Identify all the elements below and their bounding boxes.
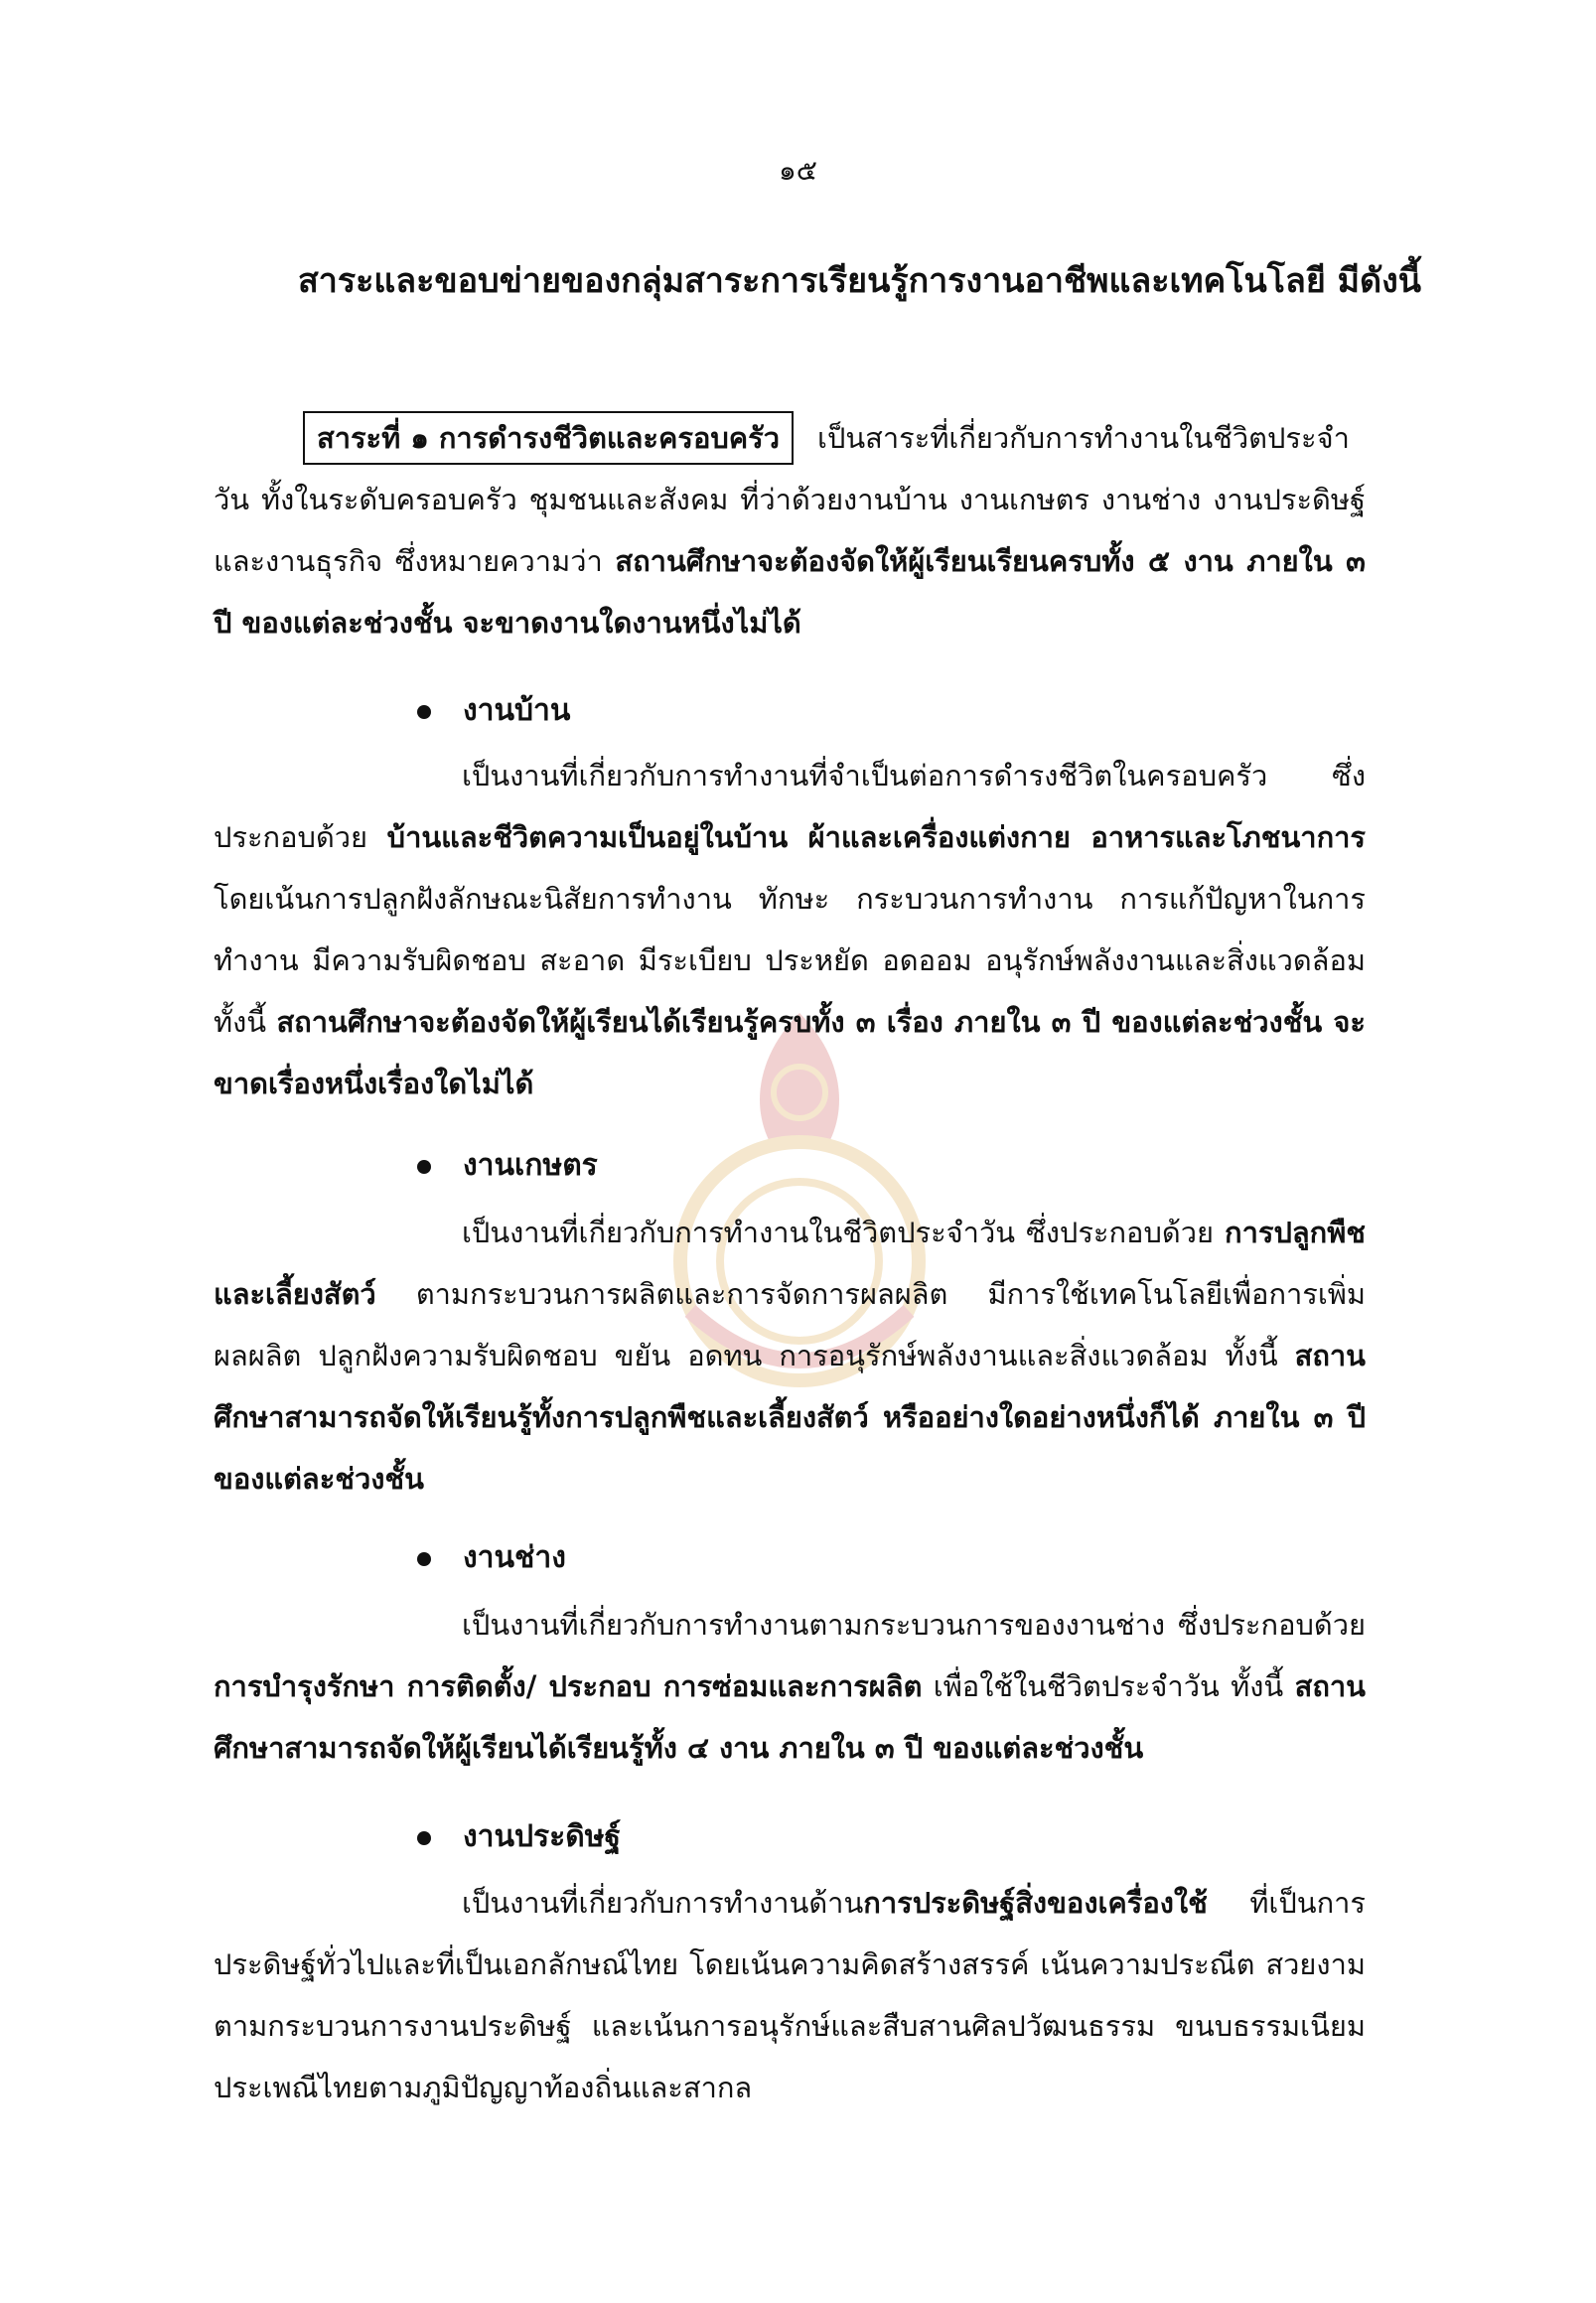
bullet-icon — [417, 1831, 431, 1845]
invent-text-1: เป็นงานที่เกี่ยวกับการทำงานด้าน — [462, 1886, 864, 1920]
bullet-icon — [417, 1552, 431, 1566]
invent-heading — [417, 1813, 621, 1860]
craft-paragraph — [214, 1594, 1366, 1779]
page-number: ๑๕ — [779, 154, 817, 187]
home-heading — [417, 687, 570, 734]
agri-paragraph — [214, 1202, 1366, 1510]
invent-bold-1: การประดิษฐ์สิ่งของเครื่องใช้ — [863, 1886, 1208, 1920]
agri-text-2: ตามกระบวนการผลิตและการจัดการผลผลิต มีการใช้เทคโนโลยีเพื่อการเพิ่มผลผลิต ปลูกฝังความรับผิดชอบ ขยัน อดทน การอนุรักษ์พลังงานและสิ่งแวดล้อม ทั้งนี้ — [214, 1277, 1367, 1372]
strand1-boxed-heading: สาระที่ ๑ การดำรงชีวิตและครอบครัว — [303, 411, 794, 465]
home-heading-label: งานบ้าน — [463, 693, 571, 728]
agri-heading — [417, 1142, 598, 1189]
agri-bold-2: สถานศึกษาสามารถจัดให้เรียนรู้ทั้งการปลูกพืชและเลี้ยงสัตว์ หรืออย่างใดอย่างหนึ่งก็ได้ ภายใน ๓ ปี ของแต่ละช่วงชั้น — [214, 1339, 1366, 1496]
invent-paragraph — [214, 1872, 1366, 2118]
home-bold-1: บ้านและชีวิตความเป็นอยู่ในบ้าน ผ้าและเครื่องแต่งกาย อาหารและโภชนาการ — [386, 820, 1366, 854]
craft-heading-label: งานช่าง — [463, 1540, 566, 1575]
strand1-bold: สถานศึกษาจะต้องจัดให้ผู้เรียนเรียนครบทั้ง ๕ งาน ภายใน ๓ ปี ของแต่ละช่วงชั้น จะขาดงานใดงานหนึ่งไม่ได้ — [214, 544, 1366, 640]
invent-heading-label: งานประดิษฐ์ — [463, 1819, 622, 1854]
strand1-paragraph — [214, 407, 1366, 653]
home-bold-2: สถานศึกษาจะต้องจัดให้ผู้เรียนได้เรียนรู้ครบทั้ง ๓ เรื่อง ภายใน ๓ ปี ของแต่ละช่วงชั้น จะขาดเรื่องหนึ่งเรื่องใดไม่ได้ — [214, 1005, 1367, 1100]
craft-bold-1: การบำรุงรักษา การติดตั้ง/ ประกอบ การซ่อมและการผลิต — [214, 1669, 923, 1703]
page-title: สาระและขอบข่ายของกลุ่มสาระการเรียนรู้การงานอาชีพและเทคโนโลยี มีดังนี้ — [298, 261, 1421, 301]
craft-heading — [417, 1534, 566, 1581]
agri-bold-1: การปลูกพืชและเลี้ยงสัตว์ — [214, 1216, 1366, 1311]
agri-heading-label: งานเกษตร — [463, 1148, 598, 1183]
craft-text-1: เป็นงานที่เกี่ยวกับการทำงานตามกระบวนการของงานช่าง ซึ่งประกอบด้วย — [462, 1608, 1366, 1642]
home-text-1: เป็นงานที่เกี่ยวกับการทำงานที่จำเป็นต่อการดำรงชีวิตในครอบครัว ซึ่งประกอบด้วย — [214, 759, 1366, 854]
home-paragraph — [214, 745, 1366, 1114]
home-text-2: โดยเน้นการปลูกฝังลักษณะนิสัยการทำงาน ทักษะ กระบวนการทำงาน การแก้ปัญหาในการทำงาน มีความรับผิดชอบ สะอาด มีระเบียบ ประหยัด อดออม อนุรักษ์พลังงานและสิ่งแวดล้อม ทั้งนี้ — [214, 882, 1366, 1039]
craft-text-2: เพื่อใช้ในชีวิตประจำวัน ทั้งนี้ — [933, 1669, 1284, 1703]
bullet-icon — [417, 705, 431, 719]
bullet-icon — [417, 1160, 431, 1174]
craft-bold-2: สถานศึกษาสามารถจัดให้ผู้เรียนได้เรียนรู้ทั้ง ๔ งาน ภายใน ๓ ปี ของแต่ละช่วงชั้น — [214, 1669, 1367, 1765]
agri-text-1: เป็นงานที่เกี่ยวกับการทำงานในชีวิตประจำวัน ซึ่งประกอบด้วย — [462, 1216, 1214, 1249]
invent-text-2: ที่เป็นการประดิษฐ์ทั่วไปและที่เป็นเอกลักษณ์ไทย โดยเน้นความคิดสร้างสรรค์ เน้นความประณีต สวยงาม ตามกระบวนการงานประดิษฐ์ และเน้นการอนุรักษ์และสืบสานศิลปวัฒนธรรม ขนบธรรมเนียม ประเพณีไทยตามภูมิปัญญาท้องถิ่นและสากล — [214, 1886, 1366, 2104]
strand1-text: เป็นสาระที่เกี่ยวกับการทำงานในชีวิตประจำวัน ทั้งในระดับครอบครัว ชุมชนและสังคม ที่ว่าด้วยงานบ้าน งานเกษตร งานช่าง งานประดิษฐ์ และงานธุรกิจ ซึ่งหมายความว่า — [214, 421, 1366, 578]
